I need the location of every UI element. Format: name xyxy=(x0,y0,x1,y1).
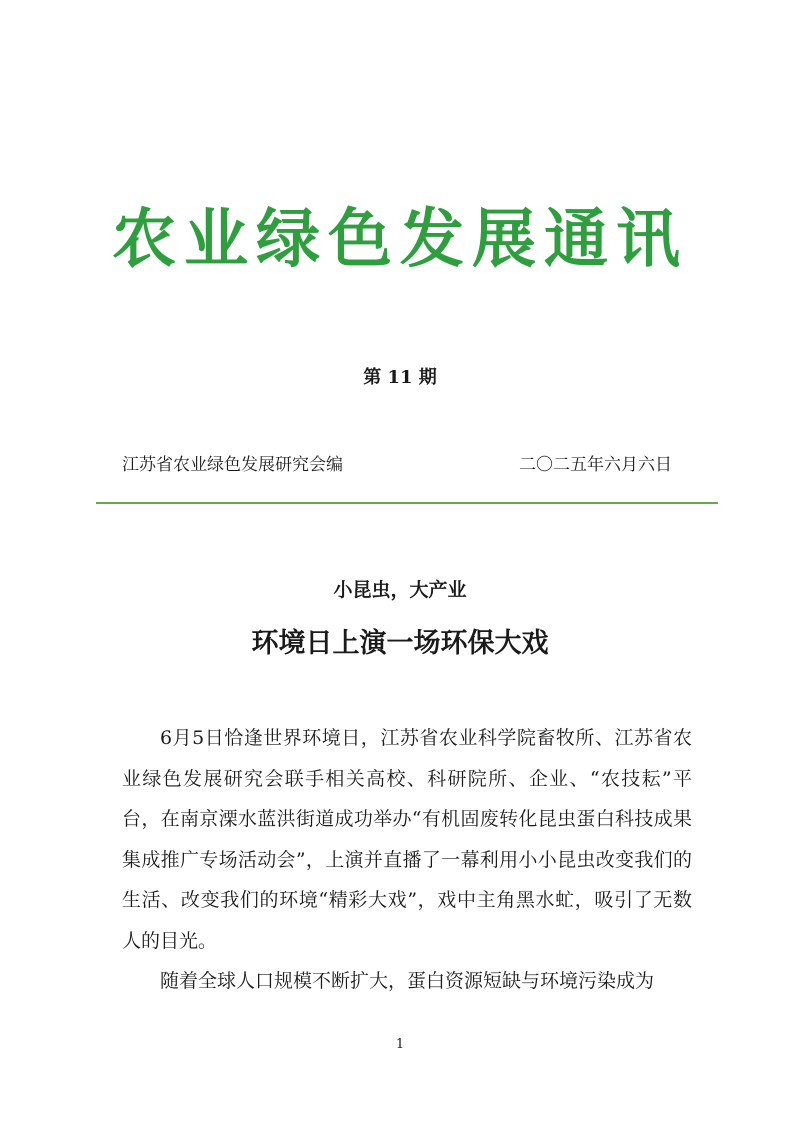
article-subtitle: 小昆虫，大产业 xyxy=(333,579,467,601)
header-divider xyxy=(96,502,718,504)
article-body xyxy=(122,718,692,1002)
paragraph: 6月5日恰逢世界环境日，江苏省农业科学院畜牧所、江苏省农业绿色发展研究会联手相关高校、科研院所、企业、“农技耘”平台，在南京溧水蓝洪街道成功举办“有机固废转化昆虫蛋白科技成果集成推广专场活动会”，上演并直播了一幕利用小小昆虫改变我们的生活、改变我们的环境“精彩大戏”，戏中主角黑水虻，吸引了无数人的目光。 xyxy=(122,727,692,952)
paragraph: 随着全球人口规模不断扩大，蛋白资源短缺与环境污染成为 xyxy=(160,970,655,992)
publication-date: 二〇二五年六月六日 xyxy=(519,455,672,475)
publication-meta xyxy=(122,452,672,478)
page-number: 1 xyxy=(395,1037,405,1052)
issue-number: 第 11 期 xyxy=(363,367,437,388)
editor-credit: 江苏省农业绿色发展研究会编 xyxy=(122,455,343,475)
article-headline: 环境日上演一场环保大戏 xyxy=(251,628,549,659)
masthead-title: 农业绿色发展通讯 xyxy=(112,202,688,277)
